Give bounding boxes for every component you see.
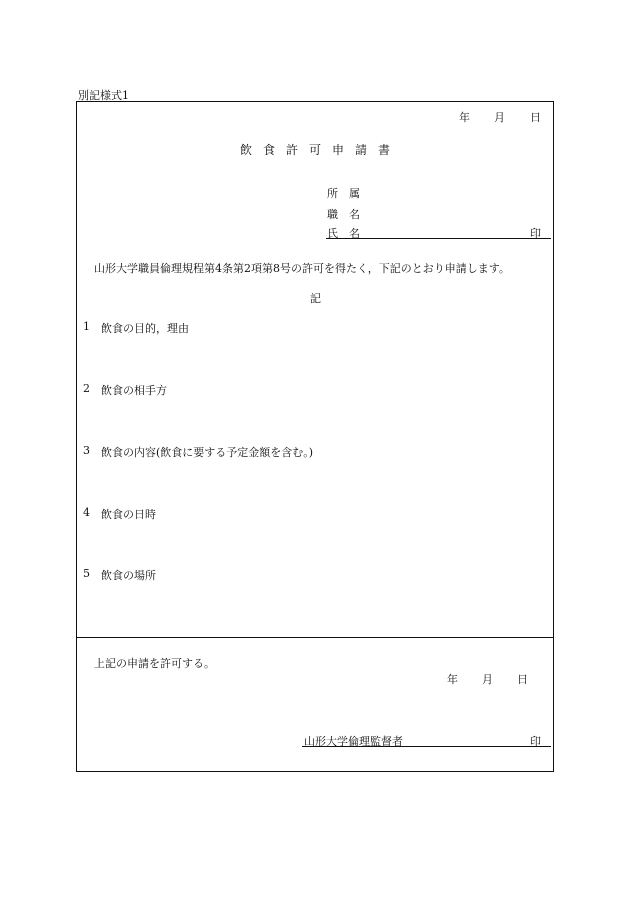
application-statement: 山形大学職員倫理規程第4条第2項第8号の許可を得たく，下記のとおり申請します。: [94, 262, 510, 275]
item-number: 5: [83, 567, 90, 580]
item-number: 1: [83, 320, 90, 333]
ki-heading: 記: [310, 292, 321, 305]
approval-month: 月: [482, 673, 493, 686]
item-label: 飲食の場所: [101, 569, 156, 582]
item-number: 2: [83, 382, 90, 395]
item-label: 飲食の目的，理由: [101, 322, 189, 335]
approval-divider: [76, 637, 554, 638]
position-label: 職 名: [327, 208, 360, 221]
item-number: 3: [83, 444, 90, 457]
form-code: 別記様式1: [78, 89, 129, 102]
item-label: 飲食の日時: [101, 508, 156, 521]
name-label: 氏 名: [327, 227, 360, 240]
supervisor-underline: [302, 746, 551, 747]
date-month: 月: [494, 111, 505, 124]
form-title: 飲食許可申請書: [240, 143, 402, 157]
name-underline: [326, 238, 551, 239]
approval-statement: 上記の申請を許可する。: [94, 657, 215, 670]
item-number: 4: [83, 506, 90, 519]
item-label: 飲食の相手方: [101, 384, 167, 397]
approval-day: 日: [517, 673, 528, 686]
supervisor-seal: 印: [530, 735, 541, 748]
affiliation-label: 所 属: [327, 187, 360, 200]
date-day: 日: [530, 111, 541, 124]
supervisor-label: 山形大学倫理監督者: [304, 735, 403, 748]
item-label: 飲食の内容(飲食に要する予定金額を含む。): [101, 446, 314, 459]
applicant-seal: 印: [530, 227, 541, 240]
date-year: 年: [459, 111, 470, 124]
approval-year: 年: [447, 673, 458, 686]
